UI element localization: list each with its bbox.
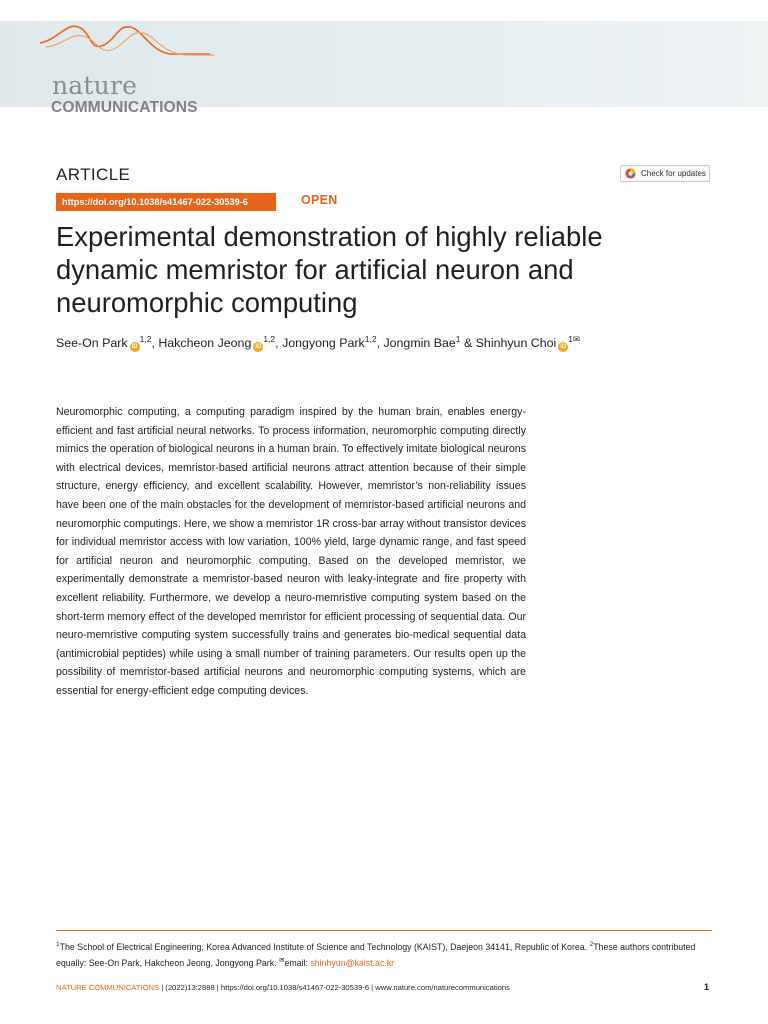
envelope-icon: ✉ (279, 956, 285, 964)
equal-contribution-text: These authors contributed equally: See-On Park, Hakcheon Jeong, Jongyong Park. (56, 941, 696, 968)
check-for-updates-label: Check for updates (641, 169, 706, 178)
orcid-icon[interactable]: iD (560, 344, 567, 351)
footnote-marker: 1 (56, 941, 60, 948)
page-number: 1 (704, 982, 710, 992)
email-link[interactable]: shinhyun@kaist.ac.kr (310, 957, 395, 968)
footer-journal-name[interactable]: NATURE COMMUNICATIONS (56, 983, 160, 992)
abstract-text: Neuromorphic computing, a computing paradigm inspired by the human brain, enables energy-efficient and fast artificial neural networks. To process information, neuromorphic computing directly mimics the operation of biological neurons in a human brain. To effectively imitate biological neurons with electrical devices, memristor-based artificial neurons attract attention because of their simple structure, energy efficiency, and excellent scalability. However, memristor’s non-reliability issues have been one of the main obstacles for the development of memristor-based artificial neurons and neuromorphic computings. Here, we show a memristor 1R cross-bar array without transistor devices for individual memristor access with low variation, 100% yield, large dynamic range, and fast speed for artificial neuron and neuromorphic computing. Based on the developed memristor, we experimentally demonstrate a memristor-based neuron with leaky-integrate and fire property with excellent reliability. Furthermore, we develop a neuro-memristive computing system based on the short-term memory effect of the developed memristor for efficient processing of sequential data. Our neuro-memristive computing system successfully trains and generates bio-medical sequential data (antimicrobial peptides) while using a small number of training parameters. Our results open up the possibility of memristor-based artificial neurons and neuromorphic computing systems, which are essential for energy-efficient edge computing devices. (56, 406, 526, 697)
orcid-icon[interactable]: iD (255, 344, 262, 351)
author-list: See-On Park iD$^{1,2}$, Hakcheon Jeong iD$^{1,2}$, Jongyong Park$^{1,2}$, Jongmin Bae$^1$ & Shinhyun Choi $iD^{1✉}$ (56, 334, 581, 351)
article-type-label: ARTICLE (56, 165, 131, 184)
author-affiliation: 1,2 (364, 334, 377, 344)
footnote-divider (56, 930, 712, 931)
footer-citation: | (2022)13:2888 | https://doi.org/10.1038/s41467-022-30539-6 | www.nature.com/naturecommunications (161, 983, 510, 992)
author-affiliation: 1 (455, 334, 461, 344)
author-name[interactable]: Shinhyun Choi (475, 336, 557, 351)
author-affiliation: 1,2 (263, 334, 276, 344)
email-label: email: (284, 957, 308, 968)
affiliation-text: The School of Electrical Engineering, Korea Advanced Institute of Science and Technology (KAIST), Daejeon 34141, Republic of Korea. (59, 941, 588, 952)
journal-banner (0, 21, 768, 116)
logo-communications-text: COMMUNICATIONS (51, 99, 198, 116)
check-for-updates-button[interactable] (620, 165, 710, 182)
author-name[interactable]: Jongyong Park (282, 336, 365, 351)
crossmark-icon (625, 168, 636, 179)
affiliation-footnote (56, 938, 716, 970)
article-title: Experimental demonstration of highly reliable dynamic memristor for artificial neuron and neuromorphic computing (56, 221, 603, 318)
page-footer (56, 983, 556, 992)
doi-link[interactable]: https://doi.org/10.1038/s41467-022-30539-6 (56, 193, 276, 211)
author-affiliation: 1✉ (568, 334, 581, 344)
orcid-icon[interactable]: iD (131, 344, 138, 351)
author-name[interactable]: Hakcheon Jeong (158, 336, 252, 351)
author-name[interactable]: Jongmin Bae (383, 336, 456, 351)
open-access-label: OPEN (301, 193, 338, 207)
logo-nature-text: nature (52, 71, 138, 100)
footnote-marker: 2 (589, 941, 594, 948)
author-affiliation: 1,2 (139, 334, 152, 344)
author-name[interactable]: See-On Park (56, 336, 128, 351)
